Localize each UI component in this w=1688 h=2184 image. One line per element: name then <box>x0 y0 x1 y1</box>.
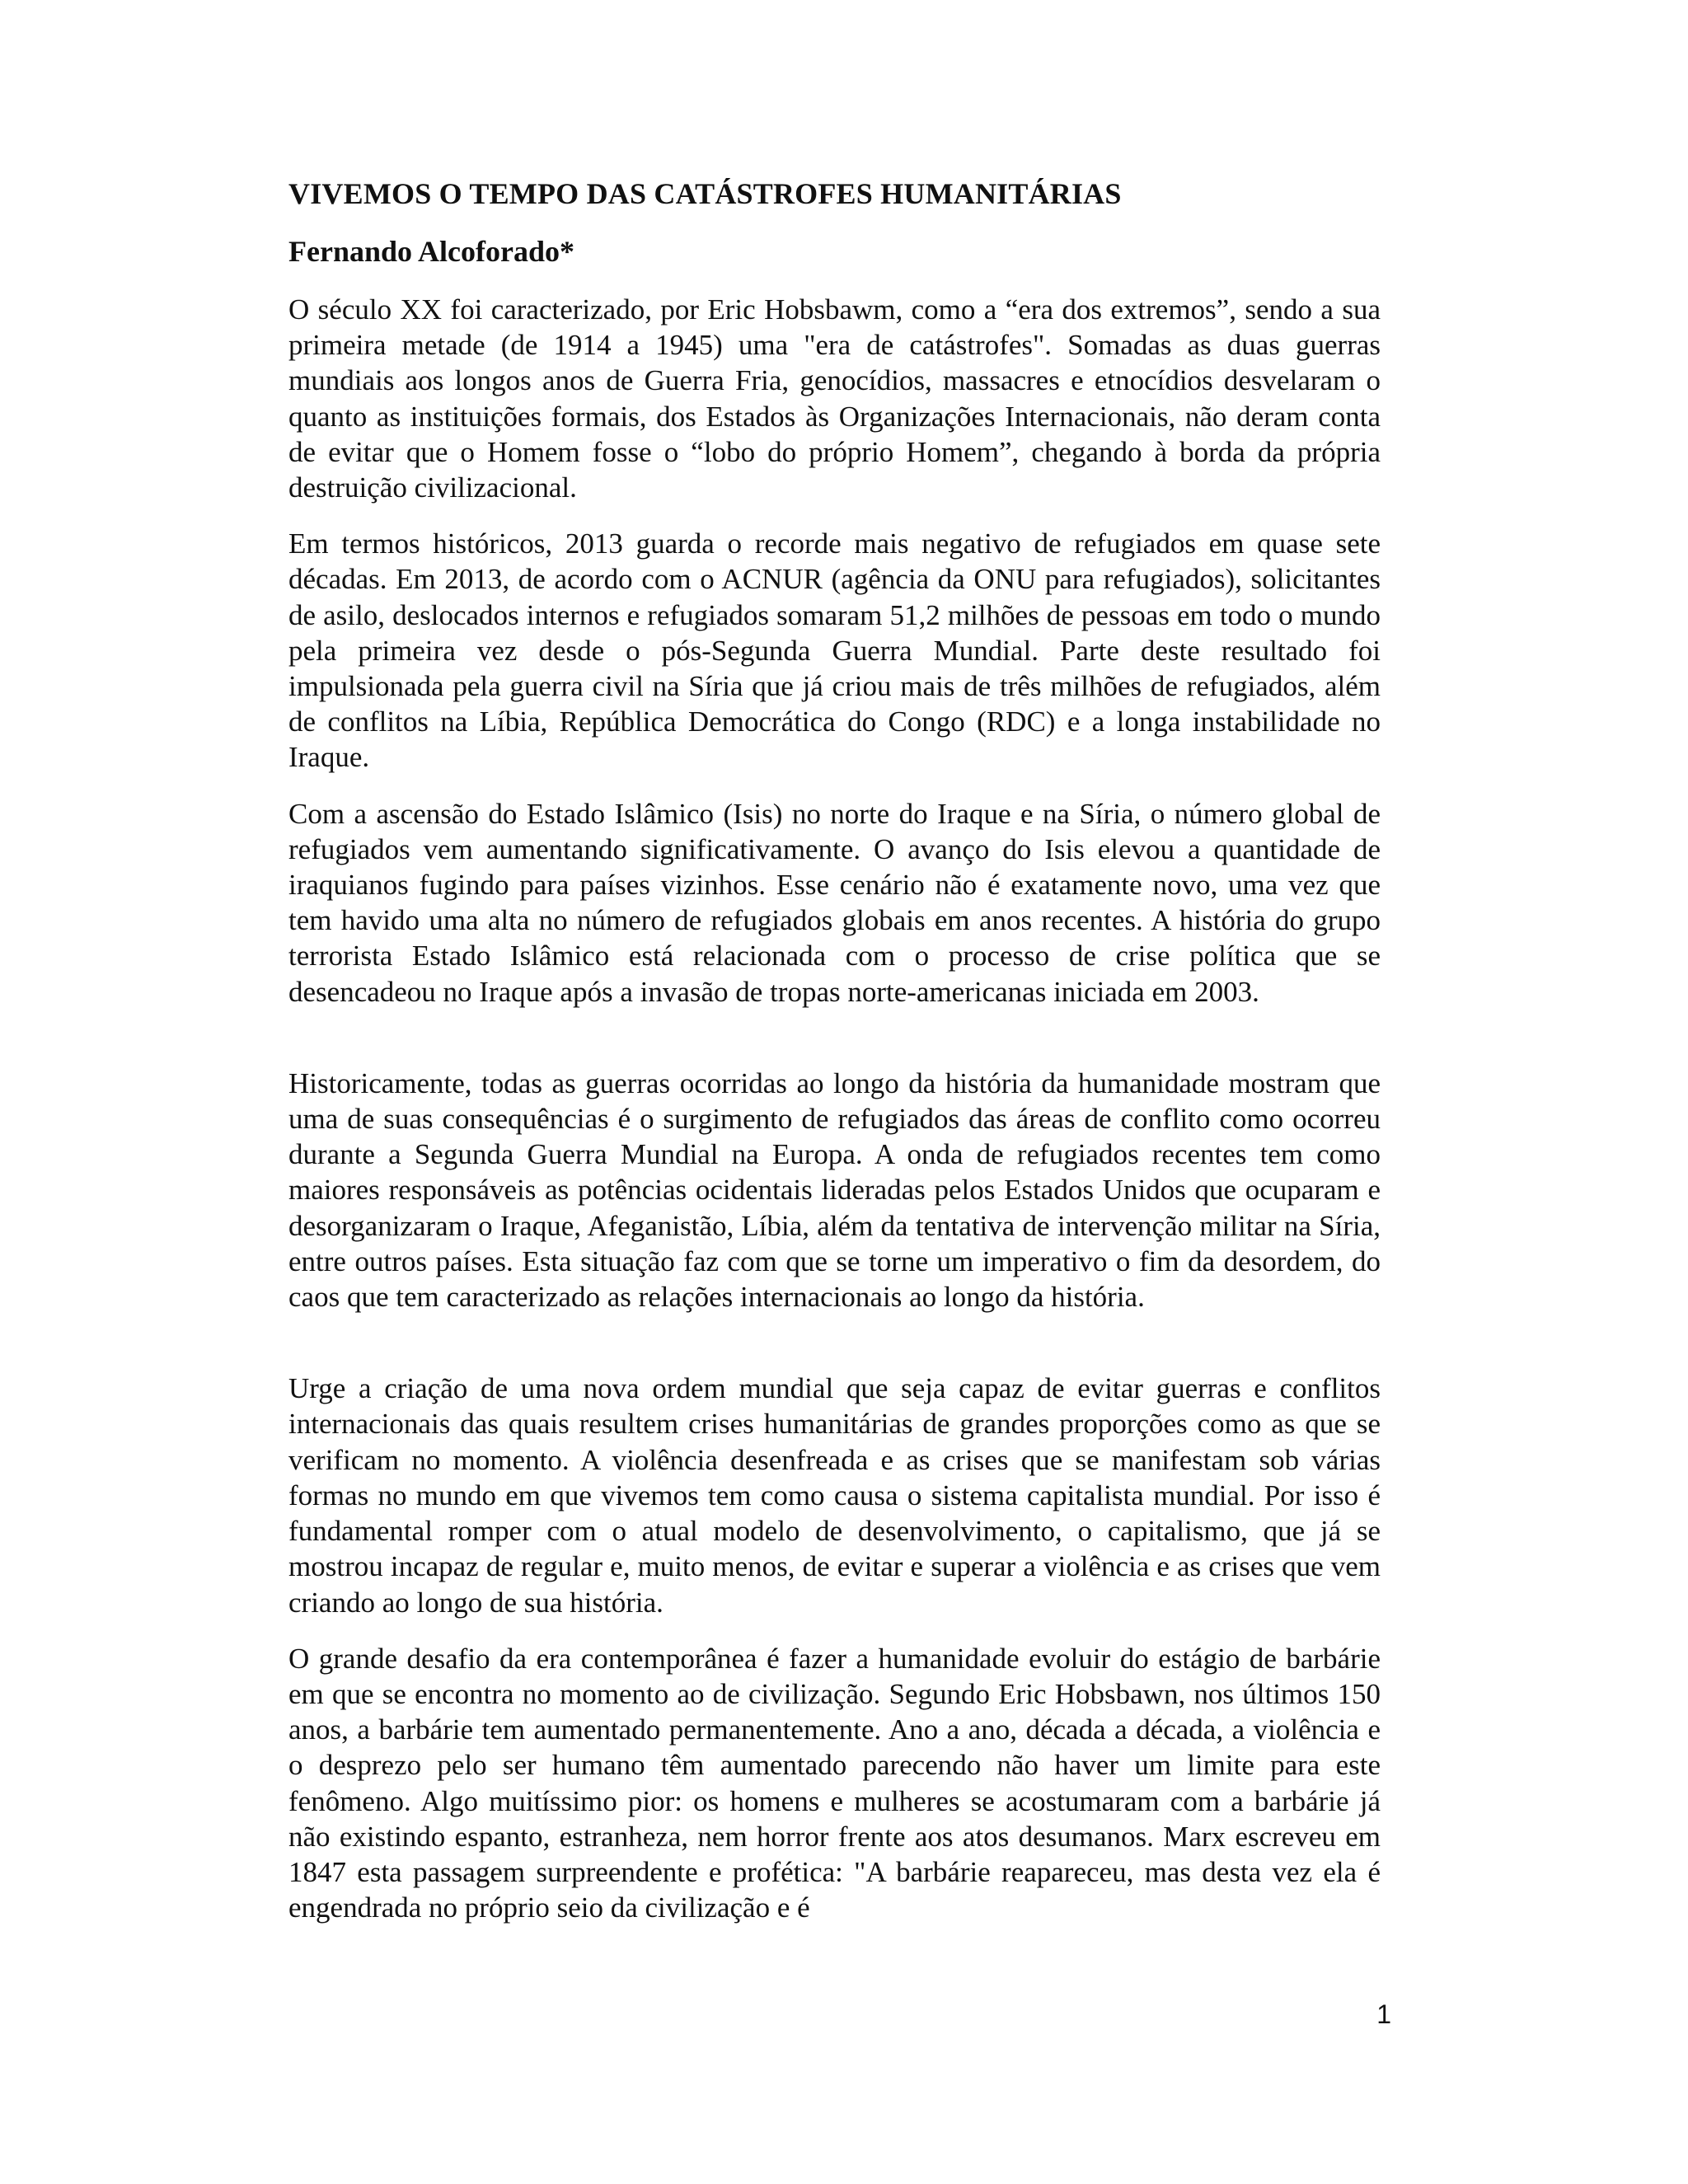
article-title: VIVEMOS O TEMPO DAS CATÁSTROFES HUMANITÁRIAS <box>288 177 1122 210</box>
paragraph-2: Em termos históricos, 2013 guarda o recorde mais negativo de refugiados em quase sete décadas. Em 2013, de acordo com o ACNUR (agência da ONU para refugiados), solicitantes de asilo, deslocados internos e refugiados somaram 51,2 milhões de pessoas em todo o mundo pela primeira vez desde o pós-Segunda Guerra Mundial. Parte deste resultado foi impulsionada pela guerra civil na Síria que já criou mais de três milhões de refugiados, além de conflitos na Líbia, República Democrática do Congo (RDC) e a longa instabilidade no Iraque. <box>288 527 1381 774</box>
paragraph-5: Urge a criação de uma nova ordem mundial que seja capaz de evitar guerras e conflitos internacionais das quais resultem crises humanitárias de grandes proporções como as que se verificam no momento. A violência desenfreada e as crises que se manifestam sob várias formas no mundo em que vivemos tem como causa o sistema capitalista mundial. Por isso é fundamental romper com o atual modelo de desenvolvimento, o capitalismo, que já se mostrou incapaz de regular e, muito menos, de evitar e superar a violência e as crises que vem criando ao longo de sua história. <box>288 1372 1381 1619</box>
paragraph-6: O grande desafio da era contemporânea é fazer a humanidade evoluir do estágio de barbárie em que se encontra no momento ao de civilização. Segundo Eric Hobsbawn, nos últimos 150 anos, a barbárie tem aumentado permanentemente. Ano a ano, década a década, a violência e o desprezo pelo ser humano têm aumentado parecendo não haver um limite para este fenômeno. Algo muitíssimo pior: os homens e mulheres se acostumaram com a barbárie já não existindo espanto, estranheza, nem horror frente aos atos desumanos. Marx escreveu em 1847 esta passagem surpreendente e profética: "A barbárie reapareceu, mas desta vez ela é engendrada no próprio seio da civilização e é <box>288 1642 1381 1924</box>
page-number: 1 <box>1376 1999 1391 2029</box>
paragraph-4: Historicamente, todas as guerras ocorridas ao longo da história da humanidade mostram que uma de suas consequências é o surgimento de refugiados das áreas de conflito como ocorreu durante a Segunda Guerra Mundial na Europa. A onda de refugiados recentes tem como maiores responsáveis as potências ocidentais lideradas pelos Estados Unidos que ocuparam e desorganizaram o Iraque, Afeganistão, Líbia, além da tentativa de intervenção militar na Síria, entre outros países. Esta situação faz com que se torne um imperativo o fim da desordem, do caos que tem caracterizado as relações internacionais ao longo da história. <box>288 1066 1381 1314</box>
article-author: Fernando Alcoforado* <box>288 235 574 268</box>
document-body <box>288 175 1381 1946</box>
paragraph-3: Com a ascensão do Estado Islâmico (Isis) no norte do Iraque e na Síria, o número global de refugiados vem aumentando significativamente. O avanço do Isis elevou a quantidade de iraquianos fugindo para países vizinhos. Esse cenário não é exatamente novo, uma vez que tem havido uma alta no número de refugiados globais em anos recentes. A história do grupo terrorista Estado Islâmico está relacionada com o processo de crise política que se desencadeou no Iraque após a invasão de tropas norte-americanas iniciada em 2003. <box>288 797 1381 1008</box>
paragraph-1: O século XX foi caracterizado, por Eric Hobsbawm, como a “era dos extremos”, sendo a sua primeira metade (de 1914 a 1945) uma "era de catástrofes". Somadas as duas guerras mundiais aos longos anos de Guerra Fria, genocídios, massacres e etnocídios desvelaram o quanto as instituições formais, dos Estados às Organizações Internacionais, não deram conta de evitar que o Homem fosse o “lobo do próprio Homem”, chegando à borda da própria destruição civilizacional. <box>288 293 1381 504</box>
